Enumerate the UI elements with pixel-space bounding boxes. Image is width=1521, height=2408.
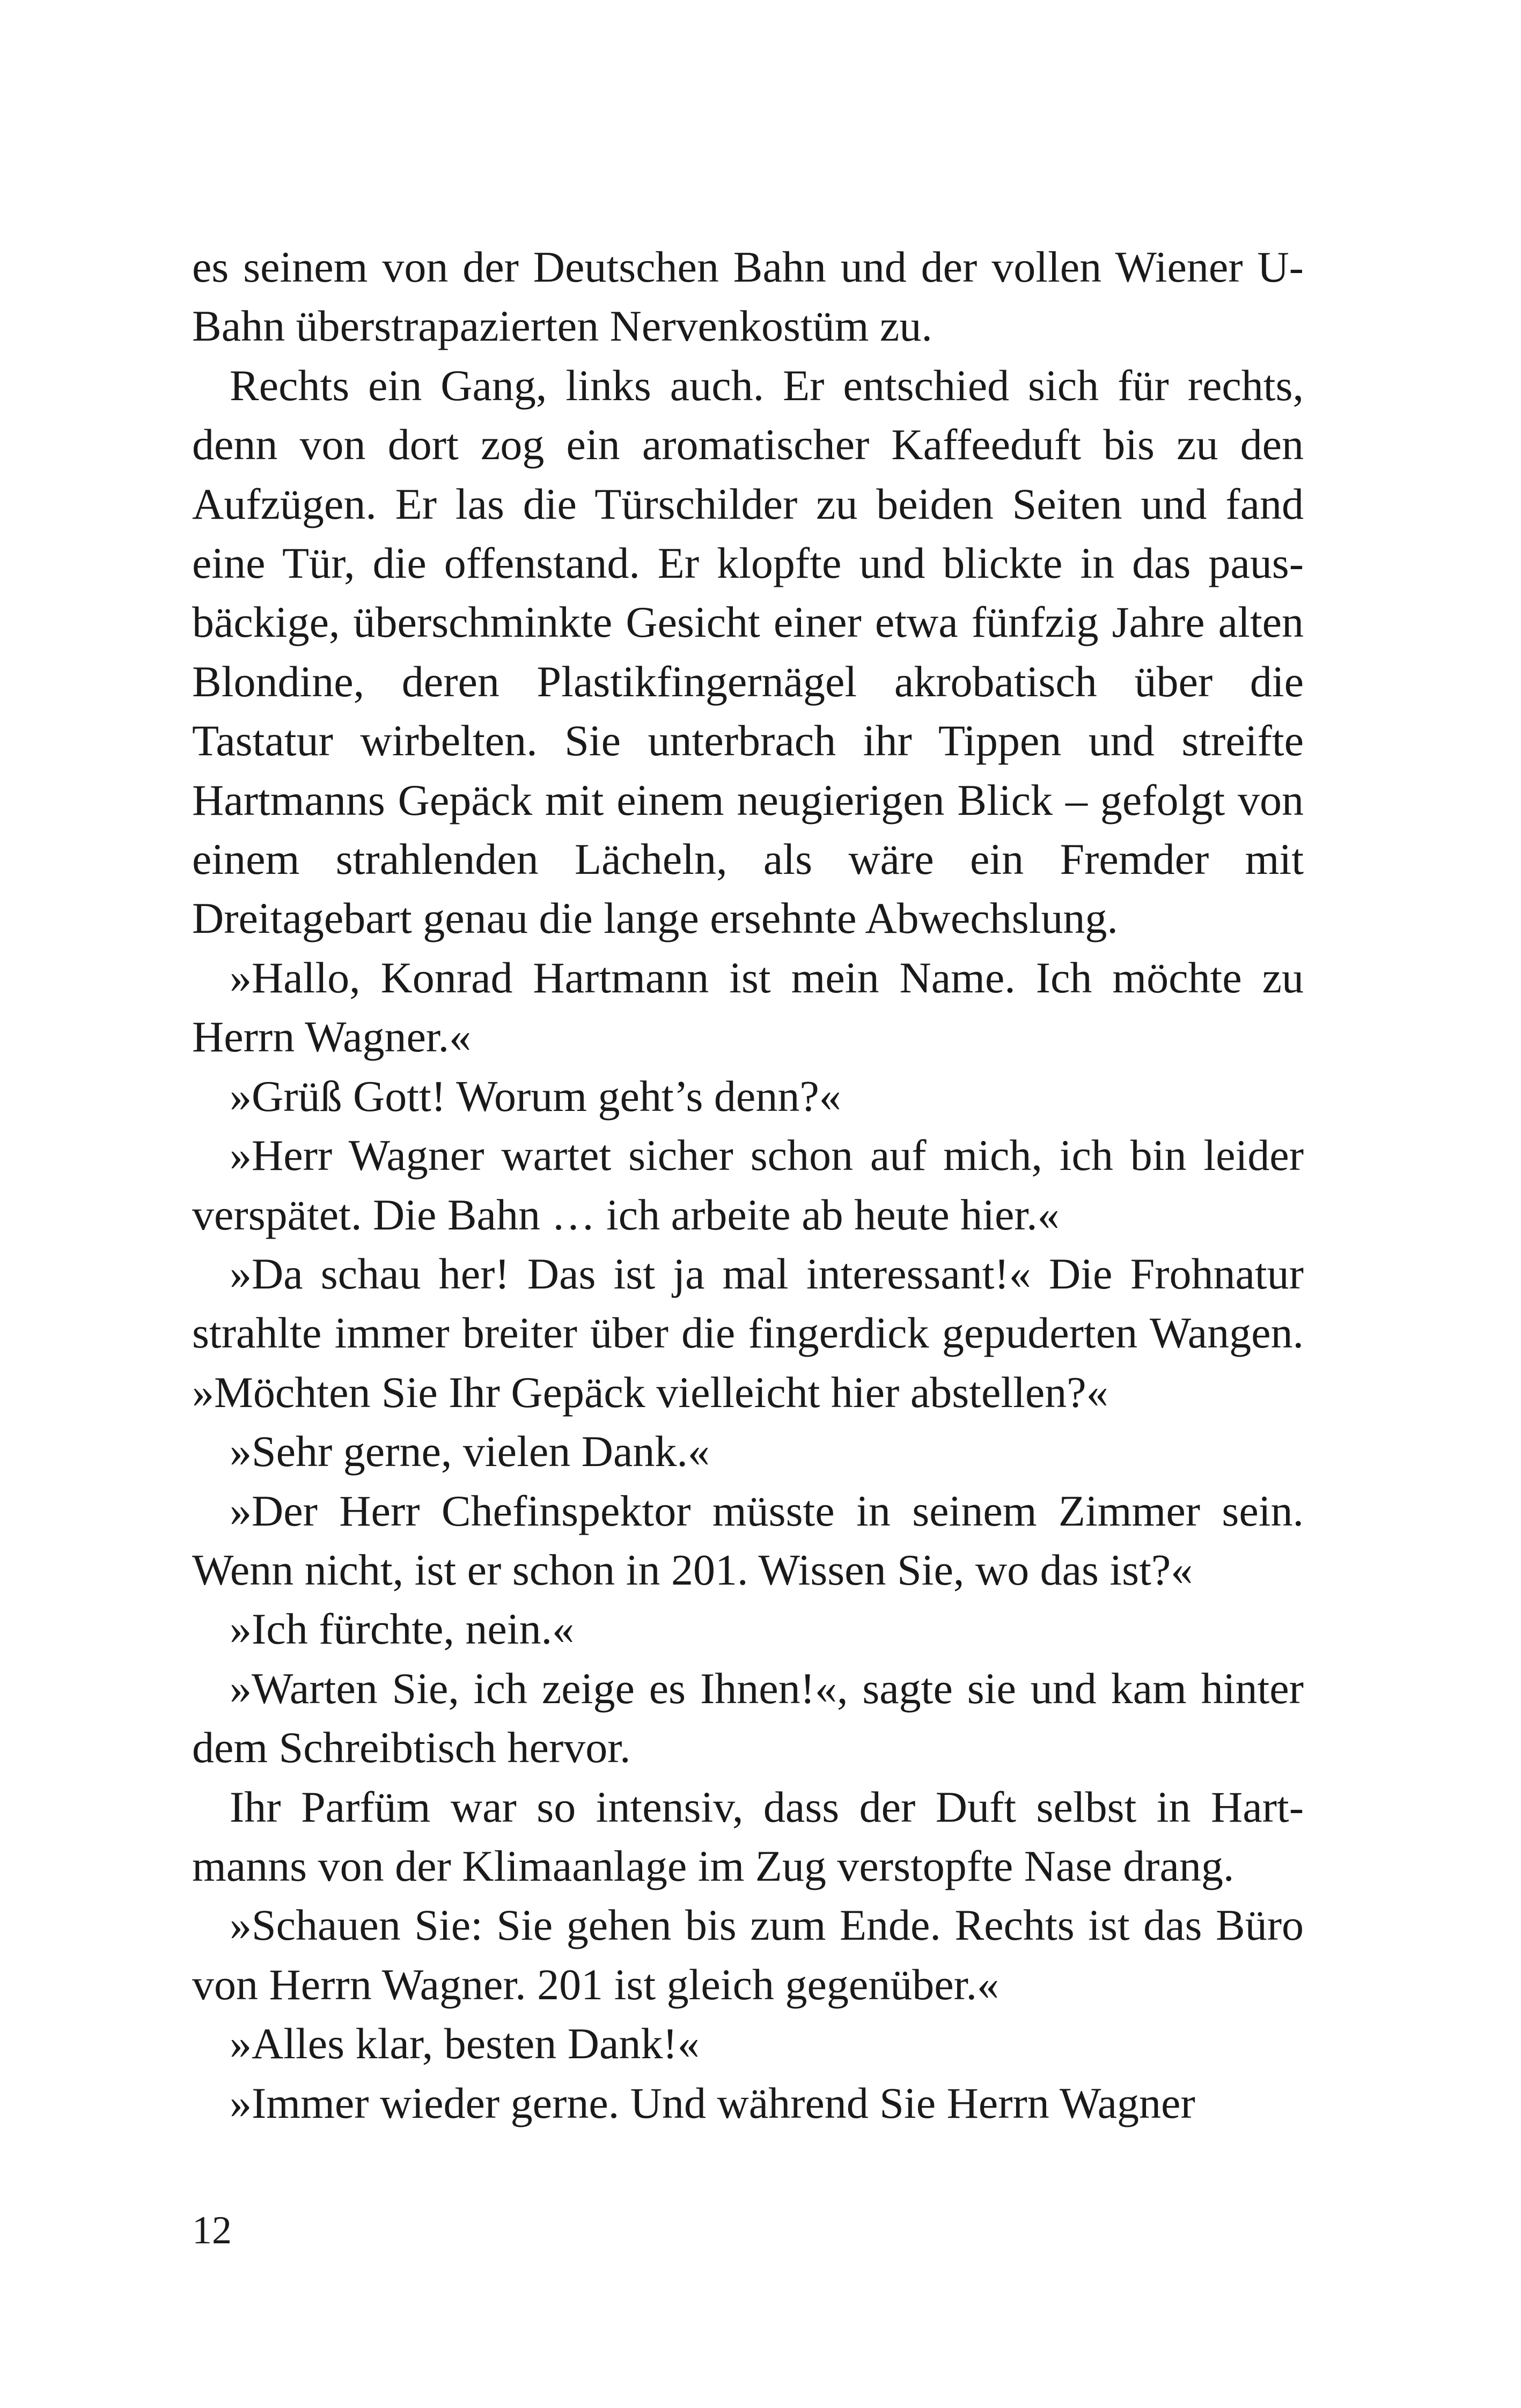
paragraph-1: es seinem von der Deutschen Bahn und der vollen Wiener U-Bahn überstrapazierten Nervenkostüm zu. [192, 242, 1304, 351]
paragraph-10: »Warten Sie, ich zeige es Ihnen!«, sagte sie und kam hinter dem Schreibtisch hervor. [192, 1663, 1304, 1772]
paragraph-8: »Der Herr Chefinspektor müsste in seinem Zimmer sein. Wenn nicht, ist er schon in 201. Wissen Sie, wo das ist?« [192, 1486, 1304, 1594]
paragraph-3: »Hallo, Konrad Hartmann ist mein Name. Ich möchte zu Herrn Wagner.« [192, 953, 1304, 1062]
page-number: 12 [192, 2208, 232, 2252]
paragraph-6: »Da schau her! Das ist ja mal interessant!« Die Frohnatur strahlte immer breiter über die fingerdick gepuderten Wangen. »Möchten Sie Ihr Gepäck vielleicht hier abstellen?« [192, 1249, 1304, 1417]
body-text [192, 238, 1304, 2133]
paragraph-4: »Grüß Gott! Worum geht’s denn?« [230, 1071, 841, 1121]
paragraph-7: »Sehr gerne, vielen Dank.« [230, 1427, 710, 1476]
paragraph-12: »Schauen Sie: Sie gehen bis zum Ende. Rechts ist das Büro von Herrn Wagner. 201 ist gleich gegenüber.« [192, 1901, 1304, 2009]
paragraph-11: Ihr Parfüm war so intensiv, dass der Duft selbst in Hartmanns von der Klimaanlage im Zug verstopfte Nase drang. [192, 1782, 1304, 1890]
paragraph-14: »Immer wieder gerne. Und während Sie Herrn Wagner [230, 2078, 1195, 2127]
paragraph-5: »Herr Wagner wartet sicher schon auf mich, ich bin leider verspätet. Die Bahn … ich arbeite ab heute hier.« [192, 1131, 1304, 1239]
paragraph-13: »Alles klar, besten Dank!« [230, 2019, 700, 2068]
paragraph-9: »Ich fürchte, nein.« [230, 1604, 575, 1654]
paragraph-2: Rechts ein Gang, links auch. Er entschied sich für rechts, denn von dort zog ein aromatischer Kaffeeduft bis zu den Aufzügen. Er las die Türschilder zu beiden Seiten und fand eine Tür, die offenstand. Er klopfte und blickte in das pausbäckige, überschminkte Gesicht einer etwa fünfzig Jahre alten Blondine, deren Plastikfingernägel akrobatisch über die Tastatur wirbelten. Sie unterbrach ihr Tippen und streifte Hartmanns Gepäck mit einem neugierigen Blick – gefolgt von einem strahlenden Lächeln, als wäre ein Fremder mit Dreitagebart genau die lange ersehnte Abwechslung. [192, 360, 1304, 943]
